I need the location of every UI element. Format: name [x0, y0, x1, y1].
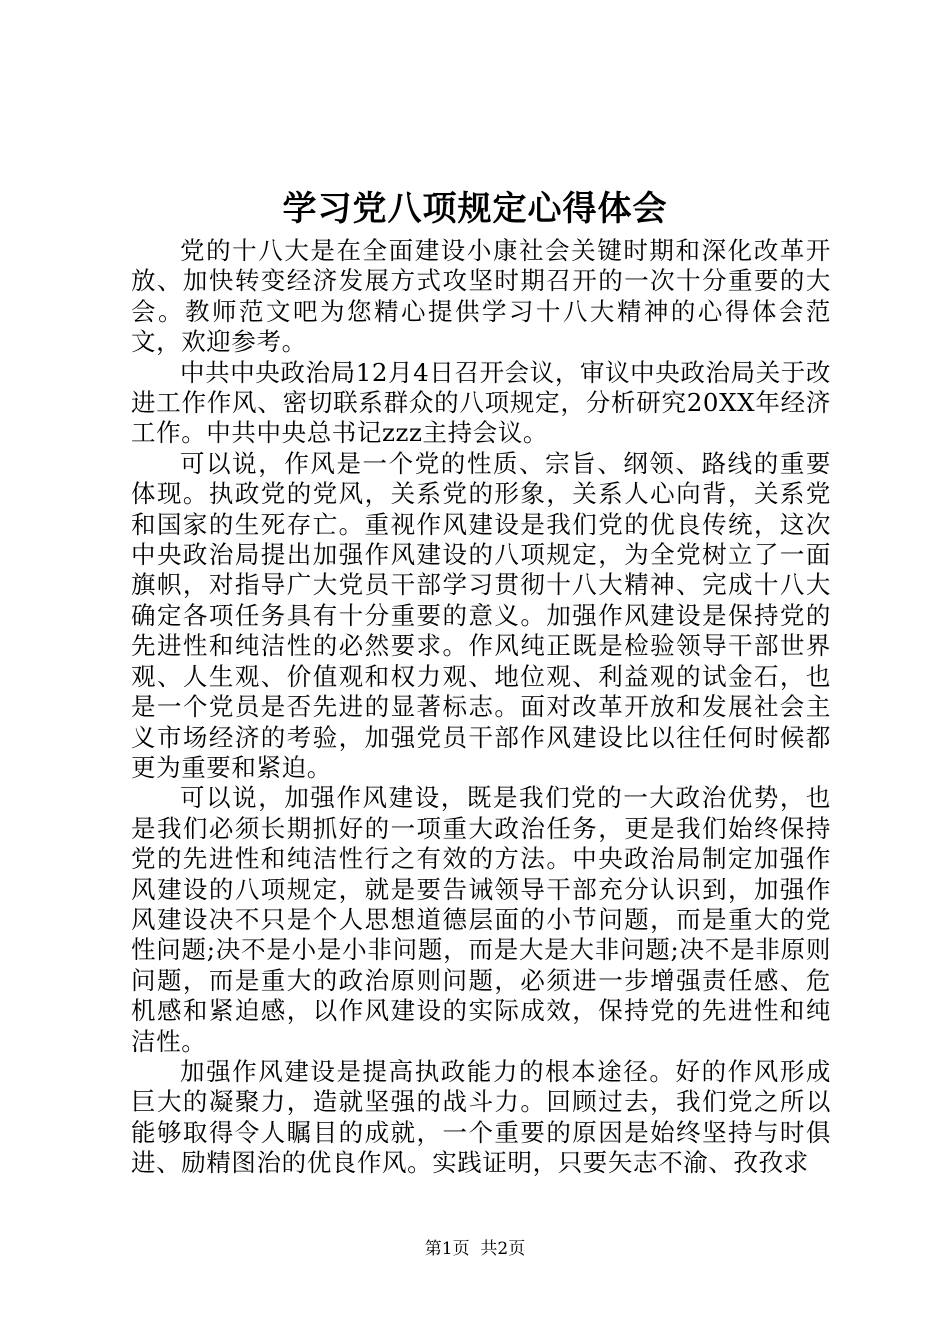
page-number: 第1页 — [424, 1239, 470, 1259]
paragraph-2: 中共中央政治局12月4日召开会议，审议中央政治局关于改进工作作风、密切联系群众的八项规定，分析研究20XX年经济工作。中共中央总书记zzz主持会议。 — [131, 357, 831, 448]
paragraph-4: 可以说，加强作风建设，既是我们党的一大政治优势，也是我们必须长期抓好的一项重大政治任务，更是我们始终保持党的先进性和纯洁性行之有效的方法。中央政治局制定加强作风建设的八项规定，就是要告诫领导干部充分认识到，加强作风建设决不只是个人思想道德层面的小节问题，而是重大的党性问题;决不是小是小非问题，而是大是大非问题;决不是非原则问题，而是重大的政治原则问题，必须进一步增强责任感、危机感和紧迫感，以作风建设的实际成效，保持党的先进性和纯洁性。 — [131, 783, 831, 1056]
paragraph-1: 党的十八大是在全面建设小康社会关键时期和深化改革开放、加快转变经济发展方式攻坚时期召开的一次十分重要的大会。教师范文吧为您精心提供学习十八大精神的心得体会范文，欢迎参考。 — [131, 236, 831, 357]
paragraph-5: 加强作风建设是提高执政能力的根本途径。好的作风形成巨大的凝聚力，造就坚强的战斗力。回顾过去，我们党之所以能够取得令人瞩目的成就，一个重要的原因是始终坚持与时俱进、励精图治的优良作风。实践证明，只要矢志不渝、孜孜求 — [131, 1056, 831, 1178]
document-body — [131, 236, 831, 1179]
document-title: 学习党八项规定心得体会 — [282, 189, 668, 229]
paragraph-3: 可以说，作风是一个党的性质、宗旨、纲领、路线的重要体现。执政党的党风，关系党的形象，关系人心向背，关系党和国家的生死存亡。重视作风建设是我们党的优良传统，这次中央政治局提出加强作风建设的八项规定，为全党树立了一面旗帜，对指导广大党员干部学习贯彻十八大精神、完成十八大确定各项任务具有十分重要的意义。加强作风建设是保持党的先进性和纯洁性的必然要求。作风纯正既是检验领导干部世界观、人生观、价值观和权力观、地位观、利益观的试金石，也是一个党员是否先进的显著标志。面对改革开放和发展社会主义市场经济的考验，加强党员干部作风建设比以往任何时候都更为重要和紧迫。 — [131, 448, 831, 782]
total-pages: 共2页 — [480, 1239, 526, 1259]
page-footer — [0, 1236, 950, 1262]
footer-gap — [470, 1239, 481, 1259]
